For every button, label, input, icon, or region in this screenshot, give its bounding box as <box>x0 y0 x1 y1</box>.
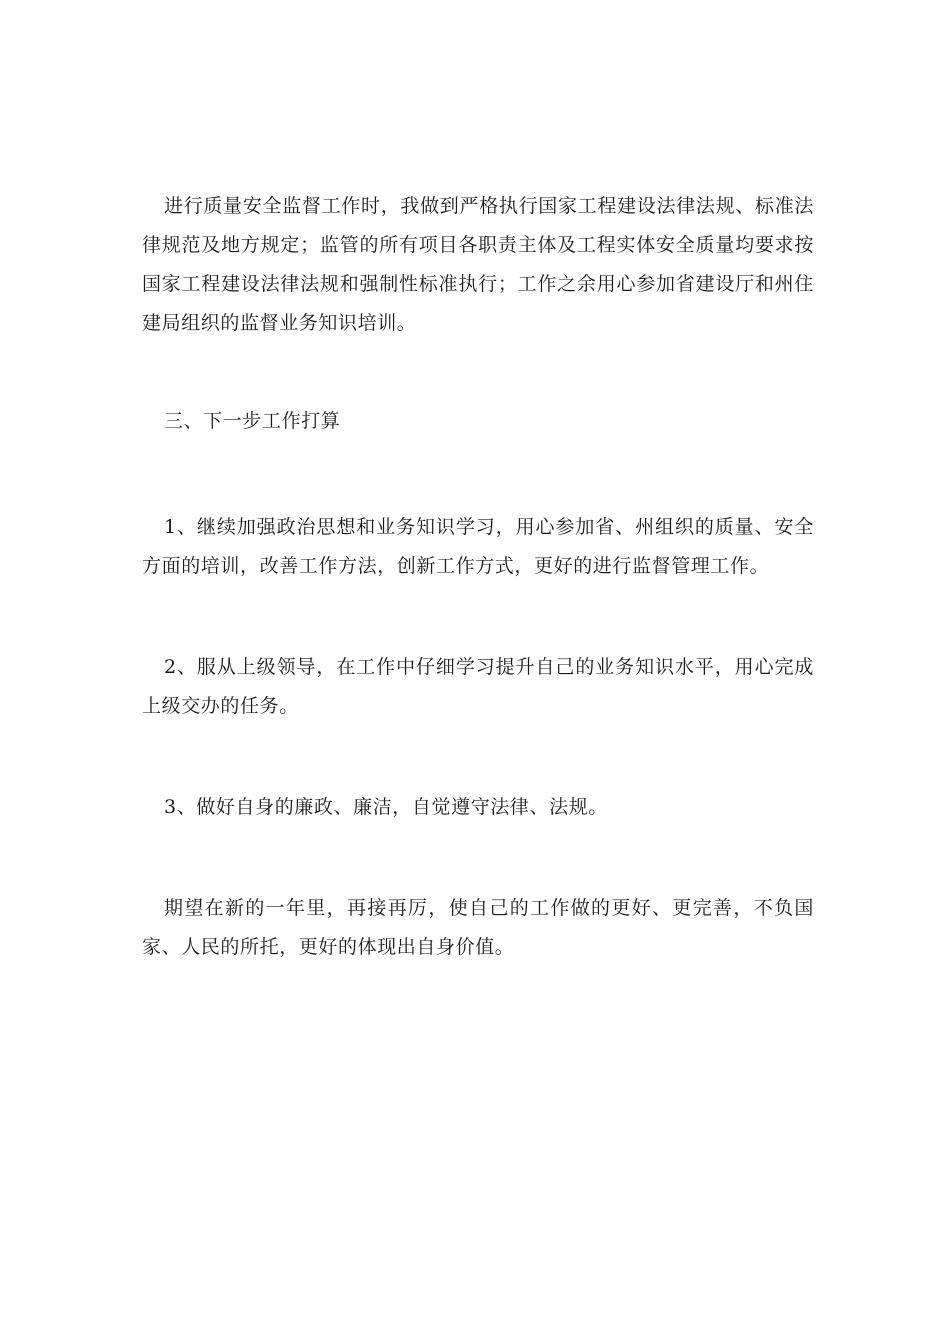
paragraph-item-3: 3、做好自身的廉政、廉洁，自觉遵守法律、法规。 <box>164 796 608 818</box>
paragraph-item-2: 2、服从上级领导，在工作中仔细学习提升自己的业务知识水平，用心完成上级交办的任务。 <box>142 656 814 717</box>
paragraph-item-1: 1、继续加强政治思想和业务知识学习，用心参加省、州组织的质量、安全方面的培训，改善工作方法，创新工作方式，更好的进行监督管理工作。 <box>142 516 814 577</box>
paragraph-supervision-work: 进行质量安全监督工作时，我做到严格执行国家工程建设法律法规、标准法律规范及地方规定；监管的所有项目各职责主体及工程实体安全质量均要求按国家工程建设法律法规和强制性标准执行；工作之余用心参加省建设厅和州住建局组织的监督业务知识培训。 <box>142 195 814 334</box>
paragraph-closing: 期望在新的一年里，再接再厉，使自己的工作做的更好、更完善，不负国家、人民的所托，更好的体现出自身价值。 <box>142 897 814 958</box>
section-heading-next-steps: 三、下一步工作打算 <box>164 410 341 432</box>
